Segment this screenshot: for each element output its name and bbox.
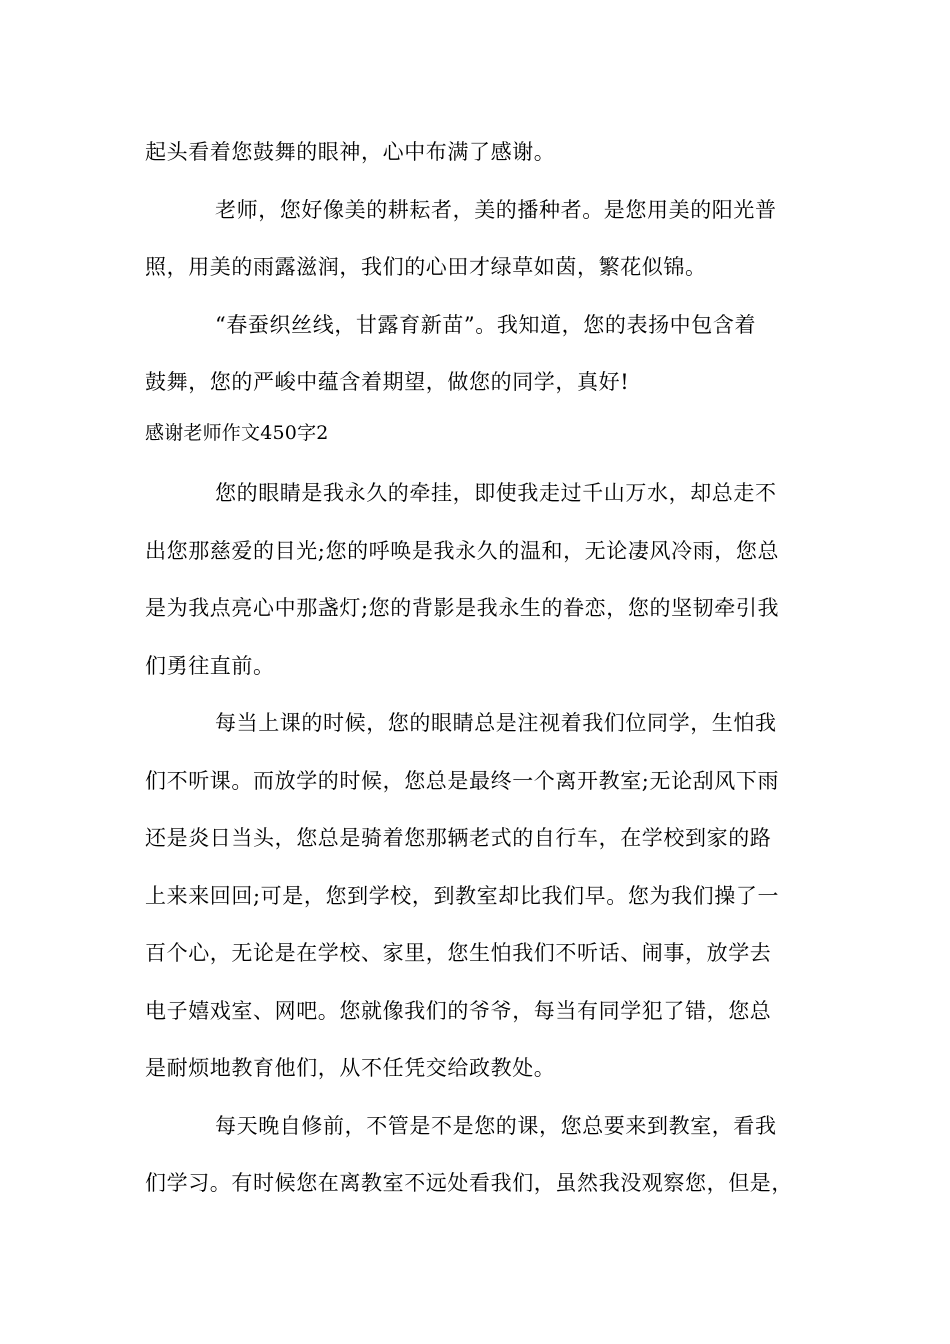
paragraph-6-line-1: 每天晚自修前，不管是不是您的课，您总要来到教室，看我	[215, 1114, 777, 1138]
paragraph-1-line-1: 起头看着您鼓舞的眼神，心中布满了感谢。	[145, 140, 556, 164]
paragraph-4-line-3: 是为我点亮心中那盏灯;您的背影是我永生的眷恋，您的坚韧牵引我	[145, 596, 780, 620]
paragraph-5-line-2: 们不听课。而放学的时候，您总是最终一个离开教室;无论刮风下雨	[145, 769, 780, 793]
paragraph-4-line-4: 们勇往直前。	[145, 654, 275, 678]
paragraph-5-line-7: 是耐烦地教育他们，从不任凭交给政教处。	[145, 1056, 556, 1080]
paragraph-2-line-1: 老师，您好像美的耕耘者，美的播种者。是您用美的阳光普	[215, 198, 777, 222]
paragraph-5-line-1: 每当上课的时候，您的眼睛总是注视着我们位同学，生怕我	[215, 711, 777, 735]
paragraph-4-line-1: 您的眼睛是我永久的牵挂，即使我走过千山万水，却总走不	[215, 481, 777, 505]
paragraph-5-line-4: 上来来回回;可是，您到学校，到教室却比我们早。您为我们操了一	[145, 884, 780, 908]
paragraph-5-line-3: 还是炎日当头，您总是骑着您那辆老式的自行车，在学校到家的路	[145, 826, 772, 850]
paragraph-5-line-5: 百个心，无论是在学校、家里，您生怕我们不听话、闹事，放学去	[145, 941, 772, 965]
section-heading: 感谢老师作文450字2	[145, 422, 329, 444]
paragraph-4-line-2: 出您那慈爱的目光;您的呼唤是我永久的温和，无论凄风冷雨，您总	[145, 539, 780, 563]
paragraph-5-line-6: 电子嬉戏室、网吧。您就像我们的爷爷，每当有同学犯了错，您总	[145, 999, 772, 1023]
paragraph-6-line-2: 们学习。有时候您在离教室不远处看我们，虽然我没观察您，但是，	[145, 1171, 793, 1195]
paragraph-2-line-2: 照，用美的雨露滋润，我们的心田才绿草如茵，繁花似锦。	[145, 255, 707, 279]
paragraph-3-line-2: 鼓舞，您的严峻中蕴含着期望，做您的同学，真好!	[145, 370, 630, 394]
paragraph-3-line-1: “春蚕织丝线，甘露育新苗”。我知道，您的表扬中包含着	[215, 313, 757, 337]
